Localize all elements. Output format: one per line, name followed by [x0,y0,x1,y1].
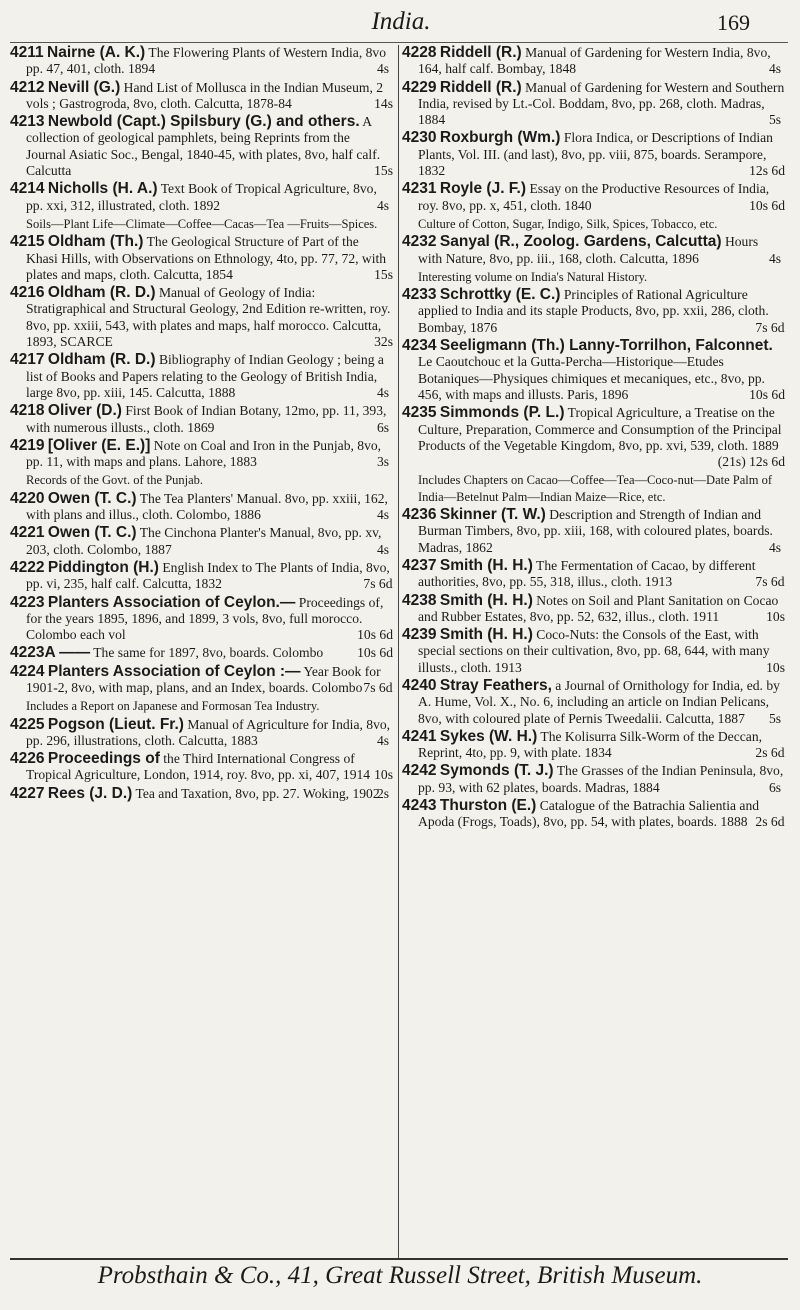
entry-description: Flora Indica, or Descriptions of Indian Plants, Vol. III. (and last), 8vo, pp. viii, 875, boards. Serampore, 1832 [418,130,773,179]
entry-number: 4214 [10,180,45,198]
catalogue-entry [10,234,393,283]
catalogue-entry [10,645,393,661]
entry-author: Smith (H. H.) [439,626,533,644]
entry-author: Royle (J. F.) [439,180,527,198]
entry-description: Note on Coal and Iron in the Punjab, 8vo, pp. 11, with maps and plans. Lahore, 1883 [26,437,382,470]
catalogue-entry: 4232 Sanyal (R., Zoolog. Gardens, Calcutta) Hours with Nature, 8vo, pp. iii., 168, cloth. Calcutta, 1896 4s [402,233,782,266]
page-number: 169 [717,10,750,35]
catalogue-entry [402,593,785,626]
entry-number: 4215 [10,233,45,251]
entry-description: a Journal of Ornithology for India, ed. by A. Hume, Vol. X., No. 6, including an article on Indian Pelicans, 8vo, with coloured plate of Pernis Tweedalii. Calcutta, 1887 [418,677,780,726]
entry-author: Newbold (Capt.) Spilsbury (G.) and others. [47,113,360,131]
catalogue-entry: 4225 Pogson (Lieut. Fr.) Manual of Agriculture for India, 8vo, pp. 296, illustrations, cloth. Calcutta, 1883 4s [10,715,391,748]
entry-price: 10s 6d [749,386,785,402]
entry-author: Rees (J. D.) [47,784,133,802]
page-footer: Probsthain & Co., 41, Great Russell Street, British Museum. [97,1262,703,1289]
catalogue-entry: 4240 Stray Feathers, a Journal of Ornithology for India, ed. by A. Hume, Vol. X., No. 6, including an article on Indian Pelicans, 8vo, with coloured plate of Pernis Tweedalii. Calcutta, 1887 5s [402,676,782,726]
entry-author: Owen (T. C.) [47,524,137,542]
catalogue-entry [402,287,785,336]
entry-price: 10s [374,767,393,783]
entry-number: 4219 [10,436,45,454]
entry-note: Culture of Cotton, Sugar, Indigo, Silk, Spices, Tobacco, etc. [418,216,718,231]
entry-author: Oldham (Th.) [47,233,144,251]
entry-number: 4216 [10,284,45,302]
entry-author: Simmonds (P. L.) [439,404,565,422]
entry-number: 4234 [402,337,437,355]
entry-note: Includes a Report on Japanese and Formosan Tea Industry. [26,699,320,714]
catalogue-entry [10,560,393,593]
entry-description: Hand List of Mollusca in the Indian Museum, 2 vols ; Gastrogroda, 8vo, cloth. Calcutta, 1878-84 [26,79,384,111]
entry-description: Coco-Nuts: the Consols of the East, with special sections on their cultivation, 8vo, pp. 68, 644, with many illusts., cloth. 1913 [418,627,770,675]
entry-price: 32s [374,334,393,350]
catalogue-entry: 4219 [Oliver (E. E.)] Note on Coal and Iron in the Punjab, 8vo, pp. 11, with maps and plans. Lahore, 1883 3s [10,436,390,470]
catalogue-entry: 4214 Nicholls (H. A.) Text Book of Tropical Agriculture, 8vo, pp. xxi, 312, illustrated, cloth. 1892 4s [10,180,390,213]
entry-number: 4226 [10,750,45,768]
entry-description: Manual of Agriculture for India, 8vo, pp. 296, illustrations, cloth. Calcutta, 1883 [26,716,391,748]
entry-price: 15s [374,266,393,282]
entry-author: Skinner (T. W.) [439,506,546,524]
entry-author: Oldham (R. D.) [47,351,156,369]
catalogue-entry [10,751,393,784]
entry-price: 14s [374,95,393,111]
column-divider [398,45,399,1260]
catalogue-entry [402,338,785,403]
entry-description: Le Caoutchouc et la Gutta-Percha—Historique—Etudes Botaniques—Physiques chimiques et mecaniques, etc., 8vo, pp. 456, with maps and illusts. Paris, 1896 [418,354,765,402]
catalogue-entry [10,664,393,697]
entry-number: 4231 [402,180,437,198]
entry-description: Bibliography of Indian Geology ; being a list of Books and Papers relating to the Geology of British India, large 8vo, pp. xiii, 145. Calcutta, 1888 [26,352,384,400]
left-column [10,45,393,804]
entry-number: 4241 [402,727,437,745]
entry-description: Description and Strength of Indian and Burman Timbers, 8vo, pp. xiii, 168, with coloured plates, boards. Madras, 1862 [418,507,773,555]
entry-price: 10s 6d [749,197,785,213]
entry-description: English Index to The Plants of India, 8vo, pp. vi, 235, half calf. Calcutta, 1832 [26,559,390,592]
entry-description: the Third International Congress of Tropical Agriculture, London, 1914, roy. 8vo, pp. xi, 407, 1914 [26,751,371,783]
entry-number: 4222 [10,558,45,576]
catalogue-entry [402,181,785,214]
entry-number: 4223 [10,593,45,611]
entry-description: The Flowering Plants of Western India, 8vo pp. 47, 401, cloth. 1894 [26,45,387,77]
entry-author: —— [59,644,91,662]
entry-author: Oldham (R. D.) [47,284,156,302]
entry-author: Nicholls (H. A.) [47,180,158,198]
entry-description: Manual of Gardening for Western India, 8vo, 164, half calf. Bombay, 1848 [418,45,771,77]
entry-number: 4243 [402,797,437,815]
entry-description: The Geological Structure of Part of the Khasi Hills, with Observations on Ethnology, 4to, pp. 77, 72, with plates and maps, cloth. Calcutta, 1854 [26,234,387,282]
entry-note: Records of the Govt. of the Punjab. [26,473,204,488]
entry-number: 4239 [402,626,437,644]
entry-author: Seeligmann (Th.) Lanny-Torrilhon, Falconnet. [439,337,773,355]
entry-description: Notes on Soil and Plant Sanitation on Cocao and Rubber Estates, 8vo, pp. 52, 632, illus., cloth. 1911 [418,592,779,624]
catalogue-entry: 4229 Riddell (R.) Manual of Gardening for Western and Southern India, revised by Lt.-Col. Boddam, 8vo, pp. 268, cloth. Madras, 1884 5s [402,78,785,128]
entry-description: Tropical Agriculture, a Treatise on the Culture, Preparation, Commerce and Consumption of the Principal Products of the Vegetable Kingdom, 8vo, pp. xvi, 539, cloth. 1889 [418,405,782,453]
entry-description: Principles of Rational Agriculture applied to India and its staple Products, 8vo, pp. xxii, 286, cloth. Bombay, 1876 [418,287,769,335]
entry-note: Soils—Plant Life—Climate—Coffee—Cacas—Tea —Fruits—Spices. [26,216,378,231]
catalogue-entry: 4211 Nairne (A. K.) The Flowering Plants of Western India, 8vo pp. 47, 401, cloth. 1894 4s [10,44,390,77]
catalogue-entry: 4217 Oldham (R. D.) Bibliography of Indian Geology ; being a list of Books and Papers relating to the Geology of British India, large 8vo, pp. xiii, 145. Calcutta, 1888 4s [10,351,390,400]
entry-author: Riddell (R.) [439,44,522,61]
catalogue-entry: 4221 Owen (T. C.) The Cinchona Planter's Manual, 8vo, pp. xv, 203, cloth. Colombo, 1887 4s [10,524,390,557]
footer-rule [10,1258,788,1260]
entry-author: Planters Association of Ceylon :— [47,662,301,680]
entry-description: The Cinchona Planter's Manual, 8vo, pp. xv, 203, cloth. Colombo, 1887 [26,525,382,557]
entry-price: 2s 6d [755,814,785,830]
catalogue-entry: 4218 Oliver (D.) First Book of Indian Botany, 12mo, pp. 11, 393, with numerous illusts., cloth. 1869 6s [10,402,390,435]
catalogue-entry: 4236 Skinner (T. W.) Description and Strength of Indian and Burman Timbers, 8vo, pp. xiii, 168, with coloured plates, boards. Madras, 1862 4s [402,506,782,555]
entry-author: Symonds (T. J.) [439,762,554,780]
entry-author: Sykes (W. H.) [439,727,538,745]
entry-description: A collection of geological pamphlets, being Reprints from the Journal Asiatic Soc., Bengal, 1840-45, with plates, 8vo, half calf. Calcutta [26,114,381,179]
entry-price: 15s [374,163,393,179]
catalogue-entry [402,405,785,470]
entry-description: Essay on the Productive Resources of India, roy. 8vo, pp. x, 451, cloth. 1840 [418,181,770,213]
entry-number: 4213 [10,113,45,131]
catalogue-entry [402,729,785,762]
entry-number: 4221 [10,524,45,542]
catalogue-entry: 4220 Owen (T. C.) The Tea Planters' Manual. 8vo, pp. xxiii, 162, with plans and illus., cloth. Colombo, 1886 4s [10,489,390,523]
entry-author: Planters Association of Ceylon.— [47,593,296,611]
entry-price: 2s 6d [755,745,785,761]
entry-author: Nevill (G.) [47,78,121,96]
entry-description: The Tea Planters' Manual. 8vo, pp. xxiii, 162, with plans and illus., cloth. Colombo, 1886 [26,490,388,523]
entry-description: The same for 1897, 8vo, boards. Colombo [93,645,324,661]
entry-description: First Book of Indian Botany, 12mo, pp. 11, 393, with numerous illusts., cloth. 1869 [26,403,387,435]
entry-author: Stray Feathers, [439,676,552,694]
entry-number: 4230 [402,129,437,147]
entry-author: [Oliver (E. E.)] [47,436,151,454]
entry-number: 4220 [10,489,45,507]
entry-number: 4217 [10,351,45,369]
entry-price: 10s [766,608,785,624]
entry-note: Includes Chapters on Cacao—Coffee—Tea—Coco-nut—Date Palm of India—Betelnut Palm—Indian Maize—Rice, etc. [418,473,773,504]
entry-author: Pogson (Lieut. Fr.) [47,715,184,733]
entry-price: 10s [766,659,785,675]
entry-author: Nairne (A. K.) [47,44,146,61]
entry-author: Smith (H. H.) [439,591,533,609]
entry-price: (21s) 12s 6d [717,454,785,470]
entry-description: Hours with Nature, 8vo, pp. iii., 168, cloth. Calcutta, 1896 [418,234,759,266]
entry-author: Piddington (H.) [47,558,159,576]
catalogue-entry [402,130,785,179]
entry-number: 4229 [402,78,437,96]
entry-author: Riddell (R.) [439,78,522,96]
entry-author: Thurston (E.) [439,797,537,815]
catalogue-entry [402,798,785,831]
entry-price: 12s 6d [749,163,785,179]
entry-description: The Grasses of the Indian Peninsula, 8vo, pp. 93, with 62 plates, boards. Madras, 1884 [418,763,784,795]
entry-number: 4223A [10,644,56,662]
header-rule [10,42,788,43]
entry-number: 4232 [402,233,437,251]
entry-number: 4238 [402,591,437,609]
page-header [22,8,780,42]
entry-note: Interesting volume on India's Natural History. [418,269,648,284]
entry-price: 7s 6d [755,319,785,335]
entry-number: 4211 [10,44,44,61]
entry-description: Tea and Taxation, 8vo, pp. 27. Woking, 1902 [135,785,380,801]
entry-price: 7s 6d [363,576,393,592]
entry-author: Smith (H. H.) [439,556,533,574]
entry-number: 4224 [10,662,45,680]
entry-number: 4237 [402,556,437,574]
catalogue-entry: 4228 Riddell (R.) Manual of Gardening for Western India, 8vo, 164, half calf. Bombay, 1848 4s [402,44,782,77]
entry-price: 7s 6d [755,574,785,590]
catalogue-entry [10,114,393,179]
entry-author: Roxburgh (Wm.) [439,129,561,147]
entry-number: 4235 [402,404,437,422]
catalogue-entry [10,80,393,113]
entry-number: 4236 [402,506,437,524]
entry-number: 4218 [10,402,45,420]
entry-number: 4233 [402,286,437,304]
entry-price: 7s 6d [363,679,393,695]
catalogue-entry [402,558,785,591]
page-title: India. [371,8,431,35]
entry-author: Schrottky (E. C.) [439,286,561,304]
entry-number: 4225 [10,715,45,733]
entry-description: The Kolisurra Silk-Worm of the Deccan, Reprint, 4to, pp. 9, with plate. 1834 [418,728,763,761]
catalogue-entry [10,285,393,350]
catalogue-entry [10,595,393,644]
entry-description: Year Book for 1901-2, 8vo, with map, plans, and an Index, boards. Colombo [26,663,381,695]
entry-number: 4212 [10,78,45,96]
catalogue-entry: 4227 Rees (J. D.) Tea and Taxation, 8vo, pp. 27. Woking, 1902 2s [10,784,390,802]
entry-price: 10s 6d [357,627,393,643]
entry-number: 4228 [402,44,437,61]
entry-description: Manual of Gardening for Western and Southern India, revised by Lt.-Col. Boddam, 8vo, pp. 268, cloth. Madras, 1884 [418,79,785,128]
entry-author: Proceedings of [47,750,160,768]
entry-description: Proceedings of, for the years 1895, 1896, and 1899, 3 vols, 8vo, full morocco. Colombo each vol [26,594,384,643]
entry-author: Sanyal (R., Zoolog. Gardens, Calcutta) [439,233,722,251]
entry-number: 4240 [402,676,437,694]
entry-author: Oliver (D.) [47,402,122,420]
entry-author: Owen (T. C.) [47,489,137,507]
entry-number: 4242 [402,762,437,780]
entry-number: 4227 [10,784,45,802]
right-column [402,45,785,833]
entry-description: The Fermentation of Cacao, by different authorities, 8vo, pp. 55, 318, illus., cloth. 1913 [418,557,756,590]
entry-description: Catalogue of the Batrachia Salientia and Apoda (Frogs, Toads), 8vo, pp. 54, with plates, boards. 1888 [418,798,760,830]
catalogue-entry [402,627,785,676]
entry-description: Text Book of Tropical Agriculture, 8vo, pp. xxi, 312, illustrated, cloth. 1892 [26,181,377,213]
entry-price: 10s 6d [357,645,393,661]
entry-description: Manual of Geology of India: Stratigraphical and Structural Geology, 2nd Edition re-written, roy. 8vo, pp. xxiii, 543, with plates and maps, half morocco. Calcutta, 1893, SCARCE [26,285,391,350]
catalogue-entry: 4242 Symonds (T. J.) The Grasses of the Indian Peninsula, 8vo, pp. 93, with 62 plates, boards. Madras, 1884 6s [402,762,784,795]
